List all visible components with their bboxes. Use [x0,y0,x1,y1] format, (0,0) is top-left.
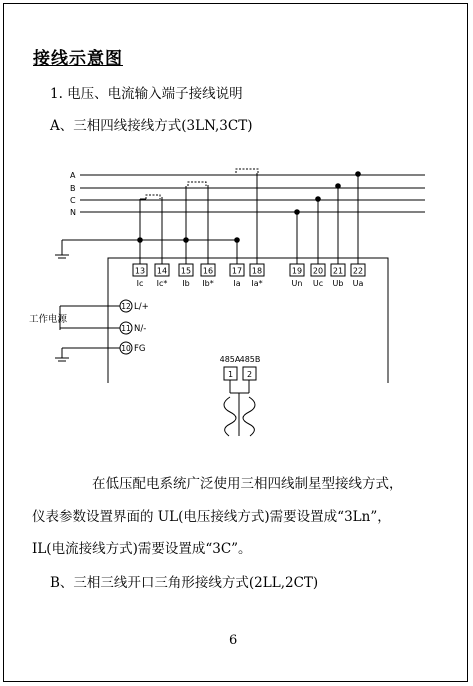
junction-dot-ct-c [137,237,143,243]
ct-c-coil [146,195,160,199]
rs485-terminal-num: 1 [227,370,234,379]
terminal-label: Ub [332,279,344,288]
terminal-num: 18 [251,266,263,276]
power-terminal-num: 10 [121,344,131,353]
terminal-num: 17 [231,266,243,276]
power-supply-label: 工作电源 [29,314,68,325]
terminal-label: Ic [136,279,144,288]
rs485-b-label: 485B [239,355,261,364]
terminal-num: 21 [332,266,344,276]
paragraph-line-3: IL(电流接线方式)需要设置成“3C”。 [32,541,252,557]
power-terminal-num: 11 [121,324,131,333]
terminal-num: 19 [291,266,303,276]
terminal-label: Ia [233,279,241,288]
terminal-label: Un [291,279,303,288]
power-terminal-label: N/- [134,324,147,334]
page-title: 接线示意图 [33,49,123,69]
section-heading-input-terminals: 1. 电压、电流输入端子接线说明 [50,86,243,102]
terminal-label: Ia* [251,279,263,288]
ct-b-coil [188,182,206,186]
junction-dot-n [294,209,300,215]
junction-dot-ct-a [234,237,240,243]
bus-label-b: B [70,184,76,193]
terminal-num: 14 [156,266,168,276]
paragraph-line-1: 在低压配电系统广泛使用三相四线制星型接线方式， [92,476,403,492]
ct-a-coil [236,169,258,173]
bus-label-a: A [70,171,76,180]
terminal-num: 15 [180,266,192,276]
junction-dot-ct-b [183,237,189,243]
power-terminal-label: L/+ [134,302,149,312]
terminal-label: Uc [312,279,324,288]
terminal-label: Ib* [202,279,214,288]
terminal-label: Ib [182,279,190,288]
junction-dot-a [355,171,361,177]
junction-dot-c [315,196,321,202]
rs485-twisted-pair-a [224,397,236,436]
junction-dot-b [335,183,341,189]
page-number: 6 [229,633,238,648]
rs485-a-label: 485A [219,355,241,364]
terminal-num: 16 [202,266,214,276]
power-terminal-label: FG [134,344,146,354]
bus-label-n: N [70,208,76,217]
terminal-label: Ic* [156,279,168,288]
terminal-num: 13 [134,266,146,276]
meter-body [108,258,388,383]
terminal-num: 20 [312,266,324,276]
terminal-label: Ua [352,279,364,288]
rs485-terminal-num: 2 [246,370,253,379]
power-terminal-num: 12 [121,302,131,311]
section-heading-3ln: A、三相四线接线方式(3LN,3CT) [50,118,253,134]
section-heading-2ll: B、三相三线开口三角形接线方式(2LL,2CT) [50,575,319,591]
paragraph-line-2: 仪表参数设置界面的 UL(电压接线方式)需要设置成“3Ln”， [32,509,391,525]
bus-label-c: C [70,196,76,205]
terminal-num: 22 [352,266,364,276]
rs485-twisted-pair-b [243,397,255,436]
